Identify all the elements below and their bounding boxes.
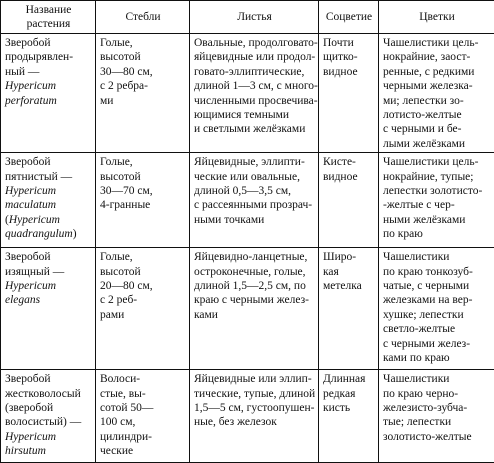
cell-text-line: тические, тупые, длиной: [194, 387, 315, 401]
latin-name-text: hirsutum: [5, 445, 46, 457]
species-name-line: [5, 184, 92, 198]
cell-text-line: ющимися темными: [194, 108, 315, 122]
cell-text-line: Кисте-: [323, 155, 375, 169]
cell-text-line: ческие или овальные,: [194, 170, 315, 184]
inflorescence-cell: [319, 370, 379, 463]
latin-name-text: Hypericum: [9, 214, 60, 226]
cell-text-line: 1,5—5 см, густоопушен-: [194, 401, 315, 415]
cell-text-line: Яйцевидные, эллипти-: [194, 155, 315, 169]
flowers-cell: [379, 370, 494, 463]
species-name-line: [5, 155, 92, 169]
header-stems: [96, 1, 190, 34]
russian-name-text: Зверобой: [5, 156, 50, 168]
latin-name-text: Hypericum: [5, 185, 56, 197]
latin-name-text: elegans: [5, 294, 40, 306]
cell-text-line: Голые,: [100, 155, 186, 169]
cell-text-line: светло-желтые: [383, 322, 491, 336]
species-name-line: [5, 444, 92, 458]
species-name-line: [5, 36, 92, 50]
cell-text-line: стые, вы-: [100, 387, 186, 401]
cell-text-line: кая: [323, 265, 375, 279]
inflorescence-cell: [319, 248, 379, 370]
inflorescence-cell: [319, 153, 379, 248]
cell-text-line: Чашелистики: [383, 372, 491, 386]
species-name-line: [5, 250, 92, 264]
cell-text-line: длиной 0,5—3,5 см,: [194, 184, 315, 198]
header-leaves: [190, 1, 319, 34]
cell-text-line: кисть: [323, 401, 375, 415]
species-name-cell: [1, 248, 96, 370]
cell-text-line: лыми желёзками: [383, 137, 491, 151]
cell-text-line: нокрайние, тупые;: [383, 170, 491, 184]
cell-text-line: Чашелистики цель-: [383, 36, 491, 50]
species-name-line: [5, 227, 92, 241]
cell-text-line: Чашелистики цель-: [383, 155, 491, 169]
cell-text-line: высотой: [100, 265, 186, 279]
inflorescence-cell: [319, 34, 379, 153]
russian-name-text: (: [5, 214, 9, 226]
cell-text-line: ми; лепестки зо-: [383, 94, 491, 108]
leaves-cell: [190, 248, 319, 370]
russian-name-text: ): [73, 228, 77, 240]
stems-cell: [96, 34, 190, 153]
cell-text-line: Чашелистики: [383, 250, 491, 264]
russian-name-text: жестковолосый: [5, 388, 81, 400]
species-name-line: [5, 50, 92, 64]
cell-text-line: тые; лепестки: [383, 415, 491, 429]
cell-text-line: нокрайние, заост-: [383, 50, 491, 64]
cell-text-line: редкая: [323, 387, 375, 401]
stems-cell: [96, 153, 190, 248]
cell-text-line: Название: [5, 3, 92, 17]
cell-text-line: Длинная: [323, 372, 375, 386]
cell-text-line: видное: [323, 65, 375, 79]
cell-text-line: железисто-зубча-: [383, 401, 491, 415]
header-row: [1, 1, 494, 34]
cell-text-line: по краю: [383, 227, 491, 241]
cell-text-line: с 2 ребра-: [100, 79, 186, 93]
cell-text-line: Яйцевидные или эллип-: [194, 372, 315, 386]
cell-text-line: высотой: [100, 170, 186, 184]
cell-text-line: высотой: [100, 50, 186, 64]
cell-text-line: ками по краю: [383, 351, 491, 365]
species-name-line: [5, 79, 92, 93]
latin-name-text: quadrangulum: [5, 228, 73, 240]
russian-name-text: Зверобой: [5, 37, 50, 49]
cell-text-line: щитко-: [323, 50, 375, 64]
cell-text-line: метелка: [323, 279, 375, 293]
species-name-line: [5, 415, 92, 429]
cell-text-line: 4-гранные: [100, 198, 186, 212]
russian-name-text: продырявлен-: [5, 51, 73, 63]
russian-name-text: Зверобой: [5, 251, 50, 263]
cell-text-line: яйцевидные или продол-: [194, 50, 315, 64]
latin-name-text: Hypericum: [5, 80, 56, 92]
cell-text-line: длиной 1,5—2,5 см, по: [194, 279, 315, 293]
cell-text-line: Листья: [194, 10, 315, 24]
cell-text-line: хушке; лепестки: [383, 308, 491, 322]
russian-name-text: ный —: [5, 66, 39, 78]
species-name-line: [5, 65, 92, 79]
species-name-line: [5, 293, 92, 307]
cell-text-line: видное: [323, 170, 375, 184]
cell-text-line: лепестки золотисто-: [383, 184, 491, 198]
species-name-line: [5, 430, 92, 444]
species-name-cell: [1, 34, 96, 153]
cell-text-line: 30—80 см,: [100, 65, 186, 79]
cell-text-line: ные, без железок: [194, 415, 315, 429]
cell-text-line: с черными и бе-: [383, 122, 491, 136]
cell-text-line: Волоси-: [100, 372, 186, 386]
cell-text-line: длиной 1—3 см, с много-: [194, 79, 315, 93]
russian-name-text: волосистый) —: [5, 416, 81, 428]
species-name-line: [5, 170, 92, 184]
cell-text-line: численными просвечива-: [194, 94, 315, 108]
cell-text-line: по краю тонкозуб-: [383, 265, 491, 279]
species-name-line: [5, 372, 92, 386]
species-name-line: [5, 387, 92, 401]
cell-text-line: цилиндри-: [100, 430, 186, 444]
cell-text-line: золотисто-желтые: [383, 430, 491, 444]
species-name-line: [5, 213, 92, 227]
species-name-cell: [1, 153, 96, 248]
cell-text-line: рами: [100, 308, 186, 322]
cell-text-line: ными точками: [194, 213, 315, 227]
cell-text-line: с рассеянными прозрач-: [194, 198, 315, 212]
leaves-cell: [190, 153, 319, 248]
cell-text-line: краю с черными желез-: [194, 293, 315, 307]
cell-text-line: сотой 50—: [100, 401, 186, 415]
table-row: [1, 153, 494, 248]
cell-text-line: Соцветие: [323, 10, 375, 24]
cell-text-line: Широ-: [323, 250, 375, 264]
cell-text-line: 20—80 см,: [100, 279, 186, 293]
cell-text-line: ческие: [100, 444, 186, 458]
species-name-cell: [1, 370, 96, 463]
cell-text-line: ренные, с редкими: [383, 65, 491, 79]
cell-text-line: чатые, с черными: [383, 279, 491, 293]
stems-cell: [96, 248, 190, 370]
latin-name-text: Hypericum: [5, 431, 56, 443]
cell-text-line: ками: [194, 308, 315, 322]
cell-text-line: Голые,: [100, 250, 186, 264]
leaves-cell: [190, 370, 319, 463]
cell-text-line: по краю черно-: [383, 387, 491, 401]
flowers-cell: [379, 153, 494, 248]
flowers-cell: [379, 248, 494, 370]
russian-name-text: изящный —: [5, 266, 64, 278]
latin-name-text: maculatum: [5, 199, 56, 211]
cell-text-line: и светлыми желёзками: [194, 122, 315, 136]
species-name-line: [5, 265, 92, 279]
header-flowers: [379, 1, 494, 34]
cell-text-line: ми: [100, 94, 186, 108]
latin-name-text: Hypericum: [5, 280, 56, 292]
cell-text-line: Цветки: [383, 10, 491, 24]
cell-text-line: 100 см,: [100, 415, 186, 429]
cell-text-line: черными железка-: [383, 79, 491, 93]
russian-name-text: пятнистый —: [5, 171, 72, 183]
header-inflorescence: [319, 1, 379, 34]
header-name: [1, 1, 96, 34]
cell-text-line: 30—70 см,: [100, 184, 186, 198]
table-row: [1, 248, 494, 370]
cell-text-line: лотисто-желтые: [383, 108, 491, 122]
species-name-line: [5, 279, 92, 293]
cell-text-line: Почти: [323, 36, 375, 50]
latin-name-text: perforatum: [5, 95, 57, 107]
russian-name-text: (зверобой: [5, 402, 53, 414]
cell-text-line: Голые,: [100, 36, 186, 50]
cell-text-line: говато-эллиптические,: [194, 65, 315, 79]
cell-text-line: растения: [5, 17, 92, 31]
species-name-line: [5, 198, 92, 212]
stems-cell: [96, 370, 190, 463]
cell-text-line: Стебли: [100, 10, 186, 24]
species-name-line: [5, 94, 92, 108]
leaves-cell: [190, 34, 319, 153]
cell-text-line: железками на вер-: [383, 293, 491, 307]
cell-text-line: Яйцевидно-ланцетные,: [194, 250, 315, 264]
species-name-line: [5, 401, 92, 415]
cell-text-line: Овальные, продолговато-: [194, 36, 315, 50]
cell-text-line: с 2 реб-: [100, 293, 186, 307]
russian-name-text: Зверобой: [5, 373, 50, 385]
cell-text-line: -желтые с чер-: [383, 198, 491, 212]
cell-text-line: с черными желез-: [383, 337, 491, 351]
table-row: [1, 370, 494, 463]
table-row: [1, 34, 494, 153]
cell-text-line: ными желёзками: [383, 213, 491, 227]
flowers-cell: [379, 34, 494, 153]
cell-text-line: остроконечные, голые,: [194, 265, 315, 279]
